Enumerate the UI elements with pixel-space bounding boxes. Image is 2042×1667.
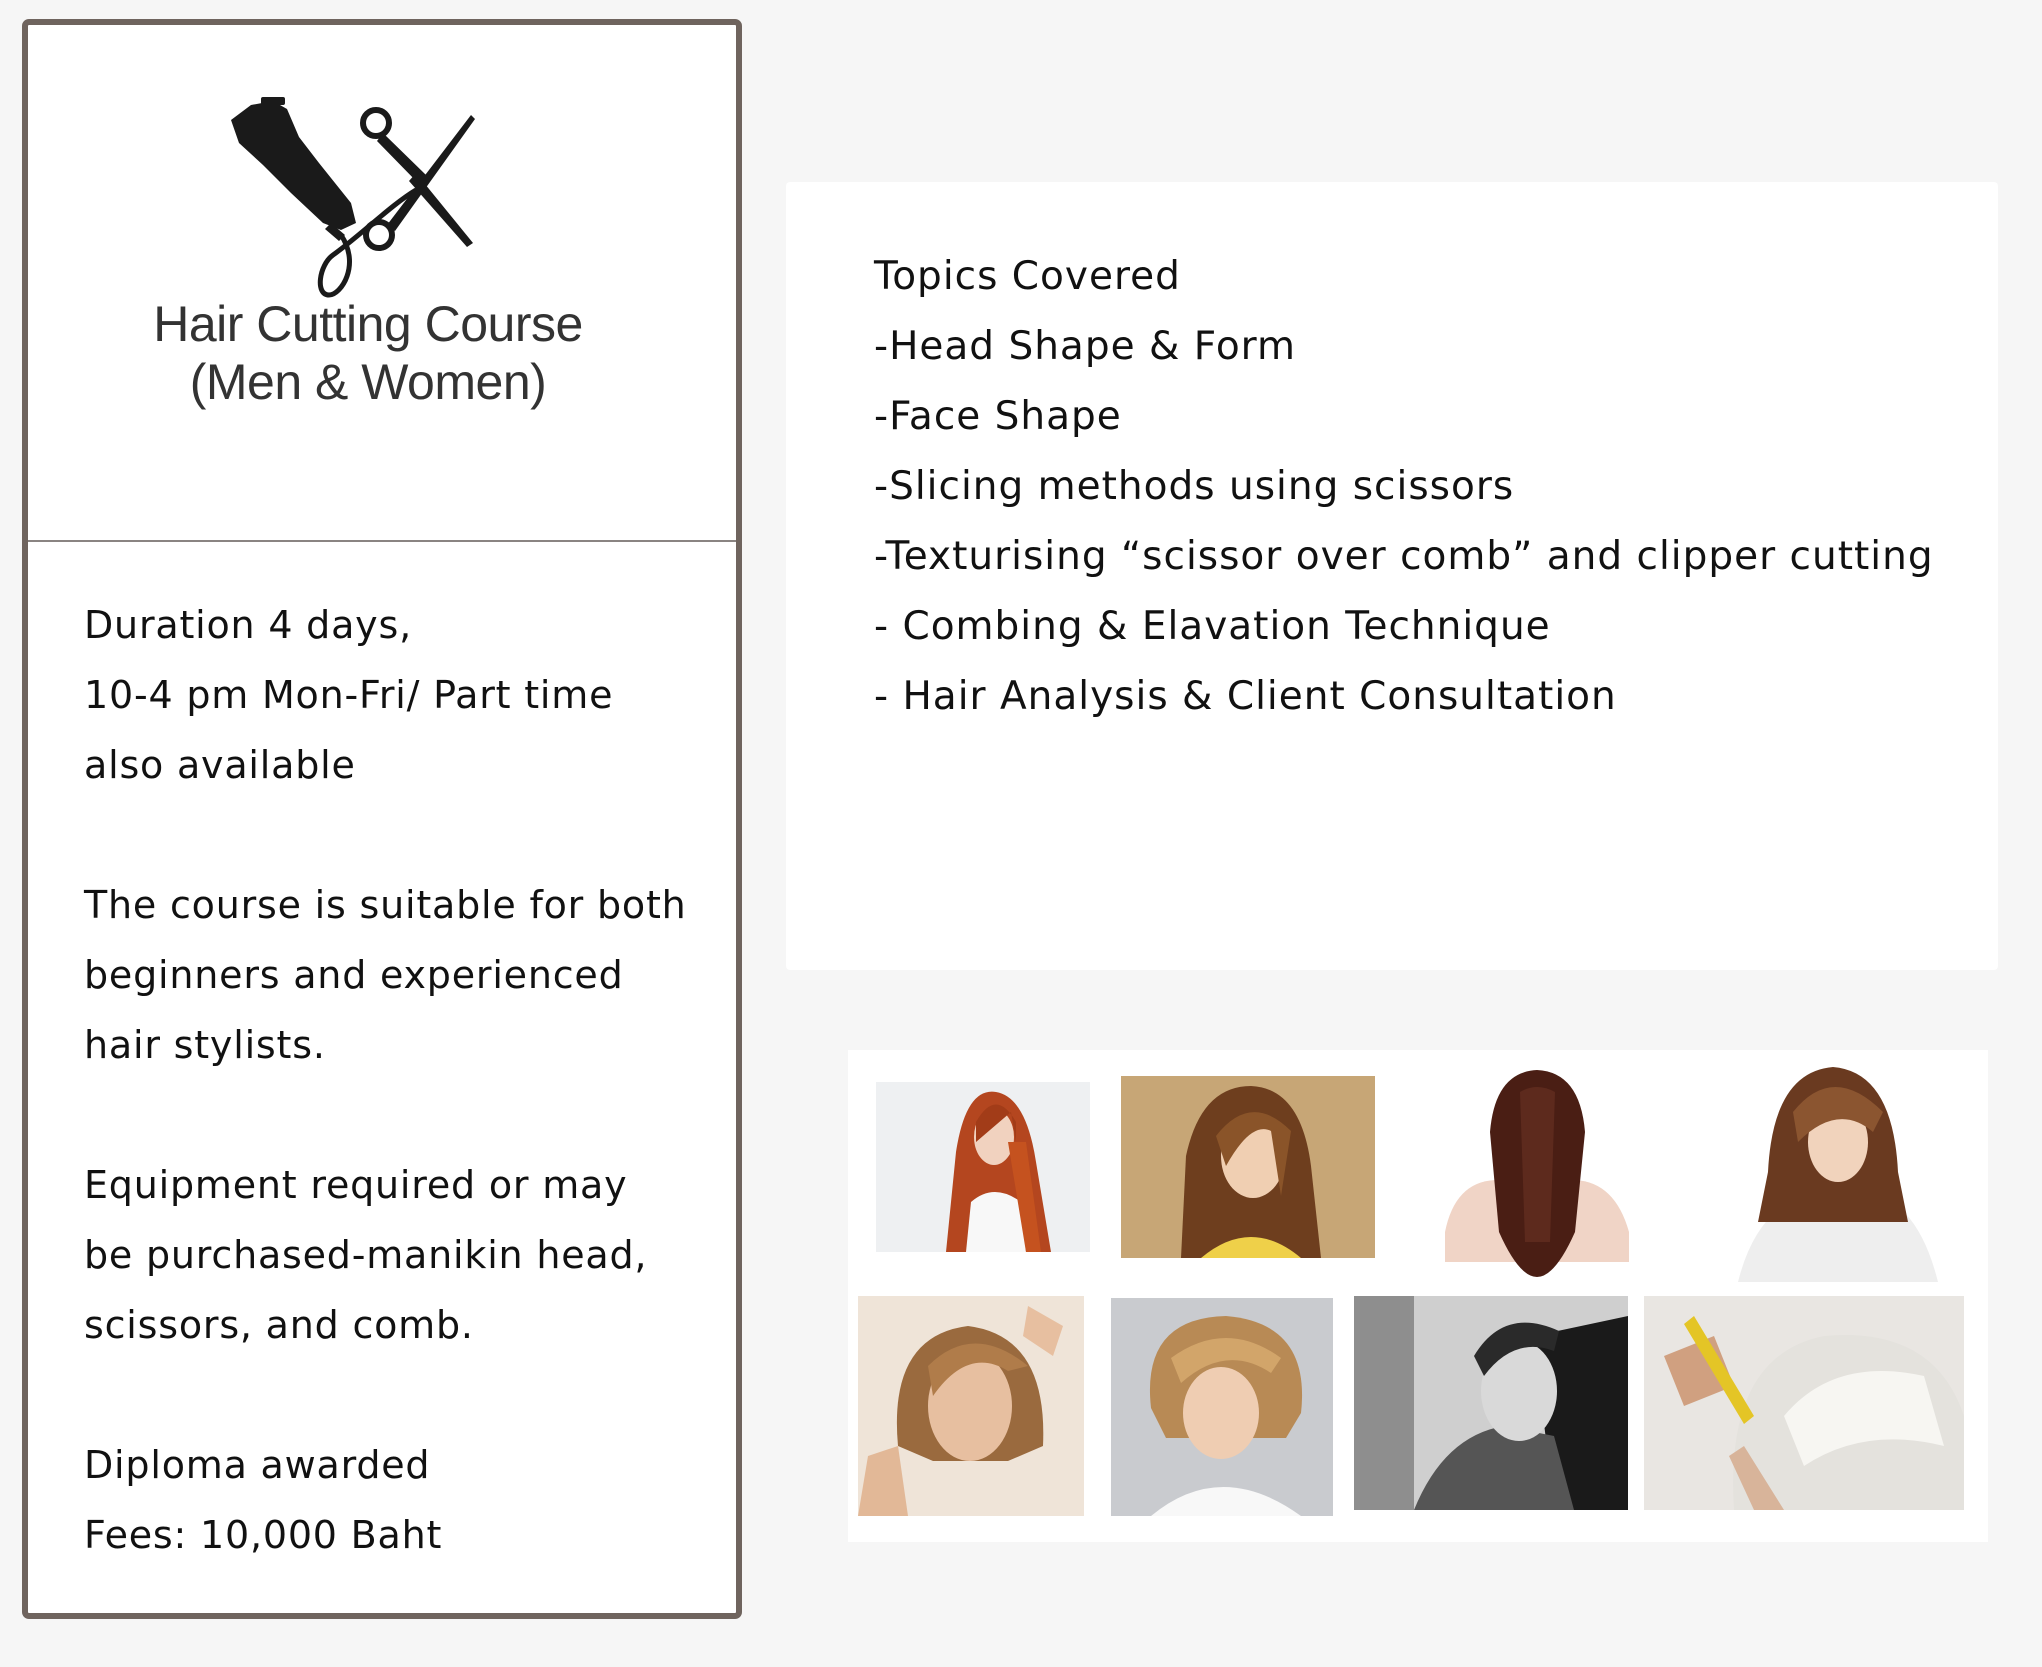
long-dark-hair-back-view-photo: [1415, 1062, 1659, 1282]
suitability-text: beginners and experienced: [84, 953, 624, 997]
bob-haircut-photo: [858, 1296, 1084, 1516]
part-time-text: also available: [84, 743, 356, 787]
topics-list: [874, 242, 1934, 732]
course-title-line2: (Men & Women): [189, 354, 547, 410]
clipper-cutting-platinum-hair-photo: [1644, 1296, 1964, 1510]
schedule-text: 10-4 pm Mon-Fri/ Part time: [84, 673, 614, 717]
hairstyle-gallery: [848, 1050, 1988, 1542]
clipper-and-scissors-icon: [211, 95, 551, 300]
suitability-text: hair stylists.: [84, 1023, 326, 1067]
course-title-line1: Hair Cutting Course: [153, 296, 583, 352]
layered-shoulder-hair-with-bangs-photo: [1698, 1052, 1968, 1282]
diploma-text: Diploma awarded: [84, 1443, 431, 1487]
equipment-text: scissors, and comb.: [84, 1303, 474, 1347]
topics-heading: Topics Covered: [874, 254, 1181, 299]
equipment-text: be purchased-manikin head,: [84, 1233, 648, 1277]
long-straight-red-hair-photo: [876, 1082, 1090, 1252]
course-info-card: [22, 19, 742, 1619]
topic-item: -Texturising “scissor over comb” and clipper cutting: [874, 534, 1934, 579]
topic-item: -Head Shape & Form: [874, 324, 1297, 369]
duration-text: Duration 4 days,: [84, 603, 412, 647]
topic-item: -Slicing methods using scissors: [874, 464, 1515, 509]
course-details: [84, 590, 744, 1570]
short-layered-blonde-hair-photo: [1111, 1298, 1333, 1516]
topic-item: -Face Shape: [874, 394, 1122, 439]
course-card-header: [28, 25, 736, 542]
fees-text: Fees: 10,000 Baht: [84, 1513, 443, 1557]
equipment-text: Equipment required or may: [84, 1163, 628, 1207]
topic-item: - Combing & Elavation Technique: [874, 604, 1551, 649]
topics-panel: [786, 182, 1998, 970]
course-title: [28, 295, 708, 411]
topic-item: - Hair Analysis & Client Consultation: [874, 674, 1617, 719]
layered-brown-hair-photo: [1121, 1076, 1375, 1258]
men-undercut-photo: [1354, 1296, 1628, 1510]
suitability-text: The course is suitable for both: [84, 883, 687, 927]
